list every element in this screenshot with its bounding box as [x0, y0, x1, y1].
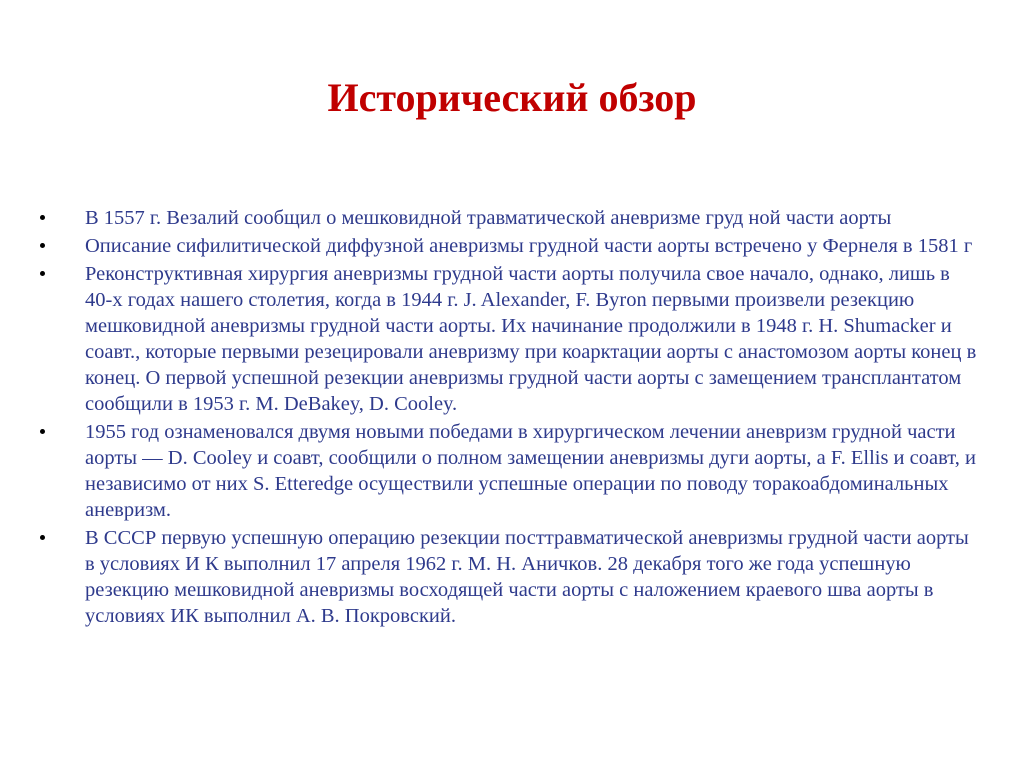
- bullet-icon: [40, 429, 45, 434]
- bullet-icon: [40, 243, 45, 248]
- list-item: [40, 205, 980, 231]
- bullet-text: 1955 год ознаменовался двумя новыми победами в хирургическом лечении аневризм грудной части аорты — D. Cooley и соавт, сообщили о полном замещении аневризмы дуги аорты, а F. Ellis и соавт, и независимо от них S. Etteredge осуществили успешные операции по поводу торакоабдоминальных аневризм.: [85, 421, 976, 521]
- bullet-text: Описание сифилитической диффузной аневризмы грудной части аорты встречено у Фернеля в 1581 г: [85, 235, 973, 257]
- list-item: [40, 525, 980, 629]
- bullet-icon: [40, 535, 45, 540]
- bullet-list: [40, 205, 980, 631]
- slide-title: Исторический обзор: [327, 75, 697, 120]
- list-item: [40, 233, 980, 259]
- bullet-text: Реконструктивная хирургия аневризмы грудной части аорты получила свое начало, однако, лишь в 40-х годах нашего столетия, когда в 1944 г. J. Alexander, F. Byron первыми произвели резекцию мешковидной аневризмы грудной части аорты. Их начинание продолжили в 1948 г. Н. Shumacker и соавт., которые первыми резецировали аневризму при коарктации аорты с анастомозом аорты конец в конец. О первой успешной резекции аневризмы грудной части аорты с замещением трансплантатом сообщили в 1953 г. М. DeBakey, D. Cooley.: [85, 263, 977, 415]
- bullet-icon: [40, 271, 45, 276]
- list-item: [40, 419, 980, 523]
- bullet-text: В СССР первую успешную операцию резекции посттравматической аневризмы грудной части аорты в условиях И К выполнил 17 апреля 1962 г. М. Н. Аничков. 28 декабря того же года успешную резекцию мешковидной аневризмы восходящей части аорты с наложением краевого шва аорты в условиях ИК выполнил А. В. Покровский.: [85, 527, 969, 627]
- list-item: [40, 261, 980, 417]
- bullet-text: В 1557 г. Везалий сообщил о мешковидной травматической аневризме груд ной части аорты: [85, 207, 892, 229]
- bullet-icon: [40, 215, 45, 220]
